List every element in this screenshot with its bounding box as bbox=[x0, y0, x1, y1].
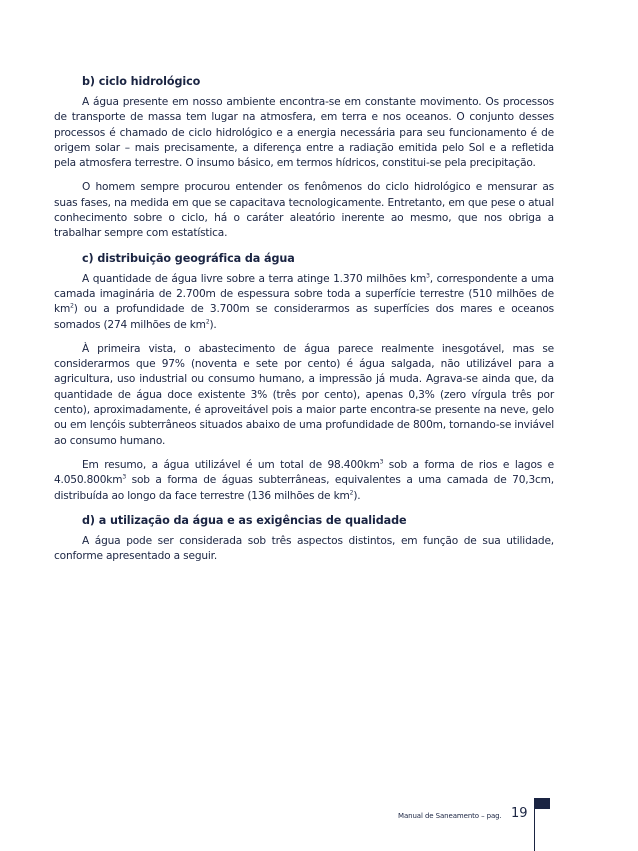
section-heading: b) ciclo hidrológico bbox=[82, 75, 201, 88]
superscript: 3 bbox=[122, 473, 127, 481]
paragraph: A água presente em nosso ambiente encontra-se em constante movimento. Os processos de transporte de massa tem lugar na atmosfera, em terra e nos oceanos. O conjunto desses processos é chamado de ciclo hidrológico e a energia necessária para seu funcionamento é de origem solar – mais precisamente, a diferença entre a radiação emitida pelo Sol e a refletida pela atmosfera terrestre. O insumo básico, em termos hídricos, constitui-se pela precipitação. bbox=[54, 96, 554, 170]
paragraph: A água pode ser considerada sob três aspectos distintos, em função de sua utilidade, conforme apresentado a seguir. bbox=[54, 534, 554, 563]
text-run: sob a forma de águas subterrâneas, equivalentes a uma camada de 70,3cm, distribuída ao longo da face terrestre (136 milhões de km bbox=[54, 474, 554, 502]
paragraph bbox=[54, 272, 554, 333]
superscript: 2 bbox=[349, 489, 354, 496]
page-number: 19 bbox=[511, 806, 528, 821]
paragraph: O homem sempre procurou entender os fenômenos do ciclo hidrológico e mensurar as suas fases, na medida em que se capacitava tecnologicamente. Entretanto, em que pese o atual conhecimento sobre o ciclo, há o caráter aleatório inerente ao mesmo, que nos obriga a trabalhar sempre com estatística. bbox=[54, 181, 554, 240]
footer-flag-marker bbox=[534, 798, 550, 809]
footer-label: Manual de Saneamento – pag. bbox=[398, 812, 502, 820]
text-run: , correspondente a uma camada imaginária de 2.700m de espessura sobre toda a superfície terrestre (510 milhões de km bbox=[54, 272, 554, 316]
text-run: ) ou a profundidade de 3.700m se considerarmos as superfícies dos mares e oceanos somados (274 milhões de km bbox=[54, 303, 554, 331]
paragraph: À primeira vista, o abastecimento de água parece realmente inesgotável, mas se considerarmos que 97% (noventa e sete por cento) é água salgada, não utilizável para a agricultura, uso industrial ou consumo humano, a impressão já muda. Agrava-se ainda que, da quantidade de água doce existente 3% (três por cento), apenas 0,3% (zero vírgula três por cento), aproximadamente, é aproveitável pois a maior parte encontra-se presente na neve, gelo ou em lençóis subterrâneos situados abaixo de uma profundidade de 800m, tornando-se inviável ao consumo humano. bbox=[54, 342, 554, 447]
text-run: Em resumo, a água utilizável é um total de 98.400km bbox=[82, 458, 380, 471]
text-run: ). bbox=[353, 489, 361, 502]
section-heading: c) distribuição geográfica da água bbox=[82, 251, 295, 265]
superscript: 3 bbox=[426, 272, 430, 280]
superscript: 2 bbox=[70, 302, 74, 310]
text-run: A quantidade de água livre sobre a terra atinge 1.370 milhões km bbox=[82, 272, 427, 285]
document-body bbox=[54, 70, 554, 573]
paragraph bbox=[54, 458, 554, 504]
text-run: ). bbox=[209, 318, 217, 331]
section-heading: d) a utilização da água e as exigências de qualidade bbox=[82, 513, 407, 527]
superscript: 3 bbox=[379, 458, 384, 466]
text-run: sob a forma de rios e lagos e 4.050.800km bbox=[54, 458, 555, 487]
superscript: 2 bbox=[205, 318, 210, 326]
